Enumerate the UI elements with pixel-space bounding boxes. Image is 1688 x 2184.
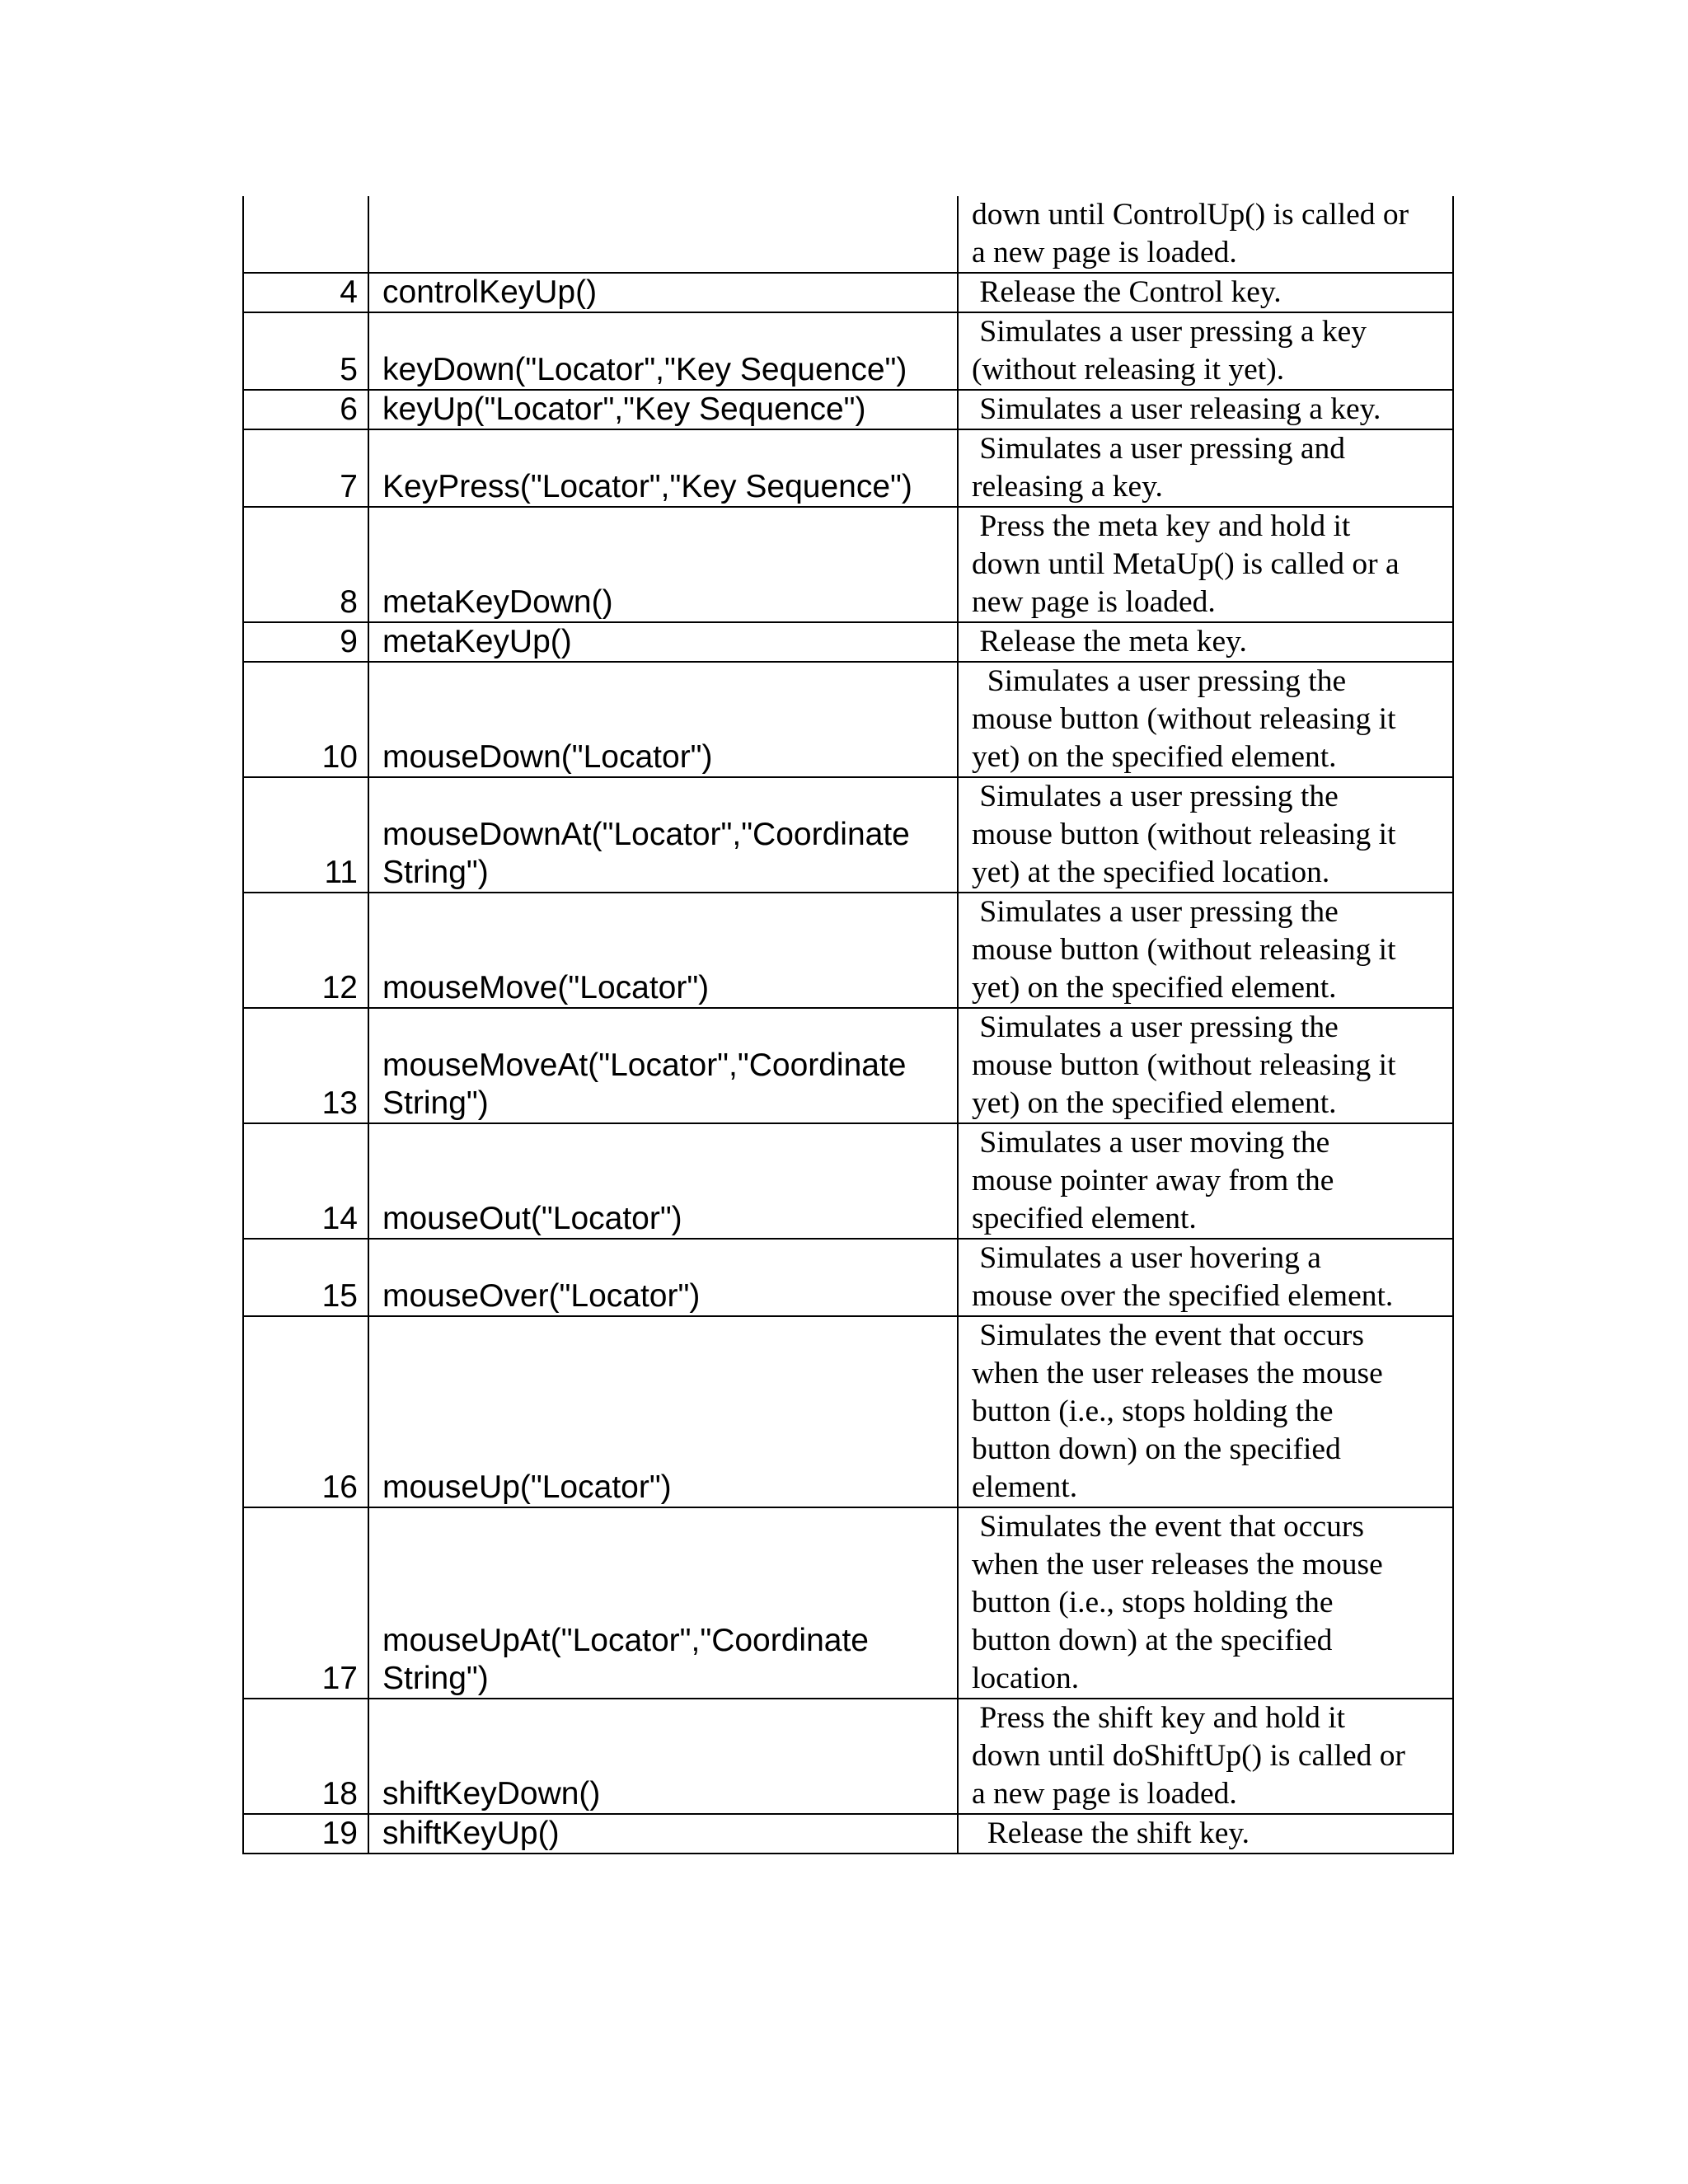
row-number: 13 [243,1008,368,1123]
row-number: 6 [243,390,368,429]
command-name: controlKeyUp() [368,273,958,312]
row-number: 9 [243,622,368,662]
table-row [243,429,1453,507]
row-number: 18 [243,1699,368,1814]
command-description: Press the meta key and hold it down until MetaUp() is called or a new page is loaded. [958,507,1453,622]
table-row [243,662,1453,777]
row-number: 15 [243,1239,368,1316]
row-number: 7 [243,429,368,507]
table-row [243,507,1453,622]
table-row [243,777,1453,893]
table-row [243,622,1453,662]
row-number [243,196,368,273]
table-row [243,1239,1453,1316]
command-name: shiftKeyDown() [368,1699,958,1814]
commands-table-body [243,196,1453,1854]
commands-table [242,196,1454,1854]
table-row [243,312,1453,390]
command-name: mouseUpAt("Locator","Coordinate String") [368,1507,958,1699]
command-description: Simulates a user pressing the mouse button (without releasing it yet) on the specified element. [958,662,1453,777]
command-description: Simulates the event that occurs when the user releases the mouse button (i.e., stops holding the button down) at the specified location. [958,1507,1453,1699]
row-number: 4 [243,273,368,312]
command-description: Simulates a user pressing the mouse button (without releasing it yet) on the specified element. [958,893,1453,1008]
command-name: metaKeyUp() [368,622,958,662]
command-description: Simulates a user pressing the mouse button (without releasing it yet) at the specified location. [958,777,1453,893]
command-description: Simulates a user hovering a mouse over the specified element. [958,1239,1453,1316]
command-name: mouseDown("Locator") [368,662,958,777]
command-description: Release the shift key. [958,1814,1453,1854]
row-number: 5 [243,312,368,390]
command-description: Release the meta key. [958,622,1453,662]
command-name: shiftKeyUp() [368,1814,958,1854]
command-name: mouseMove("Locator") [368,893,958,1008]
command-name [368,196,958,273]
command-description: Simulates the event that occurs when the user releases the mouse button (i.e., stops holding the button down) on the specified element. [958,1316,1453,1507]
row-number: 8 [243,507,368,622]
row-number: 11 [243,777,368,893]
table-row [243,1316,1453,1507]
table-row [243,1123,1453,1239]
command-description: Simulates a user pressing a key (without releasing it yet). [958,312,1453,390]
command-name: keyDown("Locator","Key Sequence") [368,312,958,390]
command-name: mouseOut("Locator") [368,1123,958,1239]
command-name: KeyPress("Locator","Key Sequence") [368,429,958,507]
command-description: Simulates a user pressing and releasing a key. [958,429,1453,507]
row-number: 14 [243,1123,368,1239]
command-description: Simulates a user pressing the mouse button (without releasing it yet) on the specified element. [958,1008,1453,1123]
command-description: down until ControlUp() is called or a new page is loaded. [958,196,1453,273]
row-number: 10 [243,662,368,777]
row-number: 16 [243,1316,368,1507]
command-description: Release the Control key. [958,273,1453,312]
command-description: Simulates a user moving the mouse pointer away from the specified element. [958,1123,1453,1239]
table-row [243,196,1453,273]
table-row [243,1008,1453,1123]
table-row [243,390,1453,429]
command-name: mouseMoveAt("Locator","Coordinate String") [368,1008,958,1123]
command-name: metaKeyDown() [368,507,958,622]
command-name: mouseOver("Locator") [368,1239,958,1316]
command-description: Press the shift key and hold it down until doShiftUp() is called or a new page is loaded. [958,1699,1453,1814]
command-description: Simulates a user releasing a key. [958,390,1453,429]
row-number: 12 [243,893,368,1008]
command-name: keyUp("Locator","Key Sequence") [368,390,958,429]
row-number: 19 [243,1814,368,1854]
row-number: 17 [243,1507,368,1699]
table-row [243,273,1453,312]
command-name: mouseDownAt("Locator","Coordinate String") [368,777,958,893]
table-row [243,1507,1453,1699]
table-row [243,1699,1453,1814]
table-row [243,1814,1453,1854]
table-row [243,893,1453,1008]
command-name: mouseUp("Locator") [368,1316,958,1507]
